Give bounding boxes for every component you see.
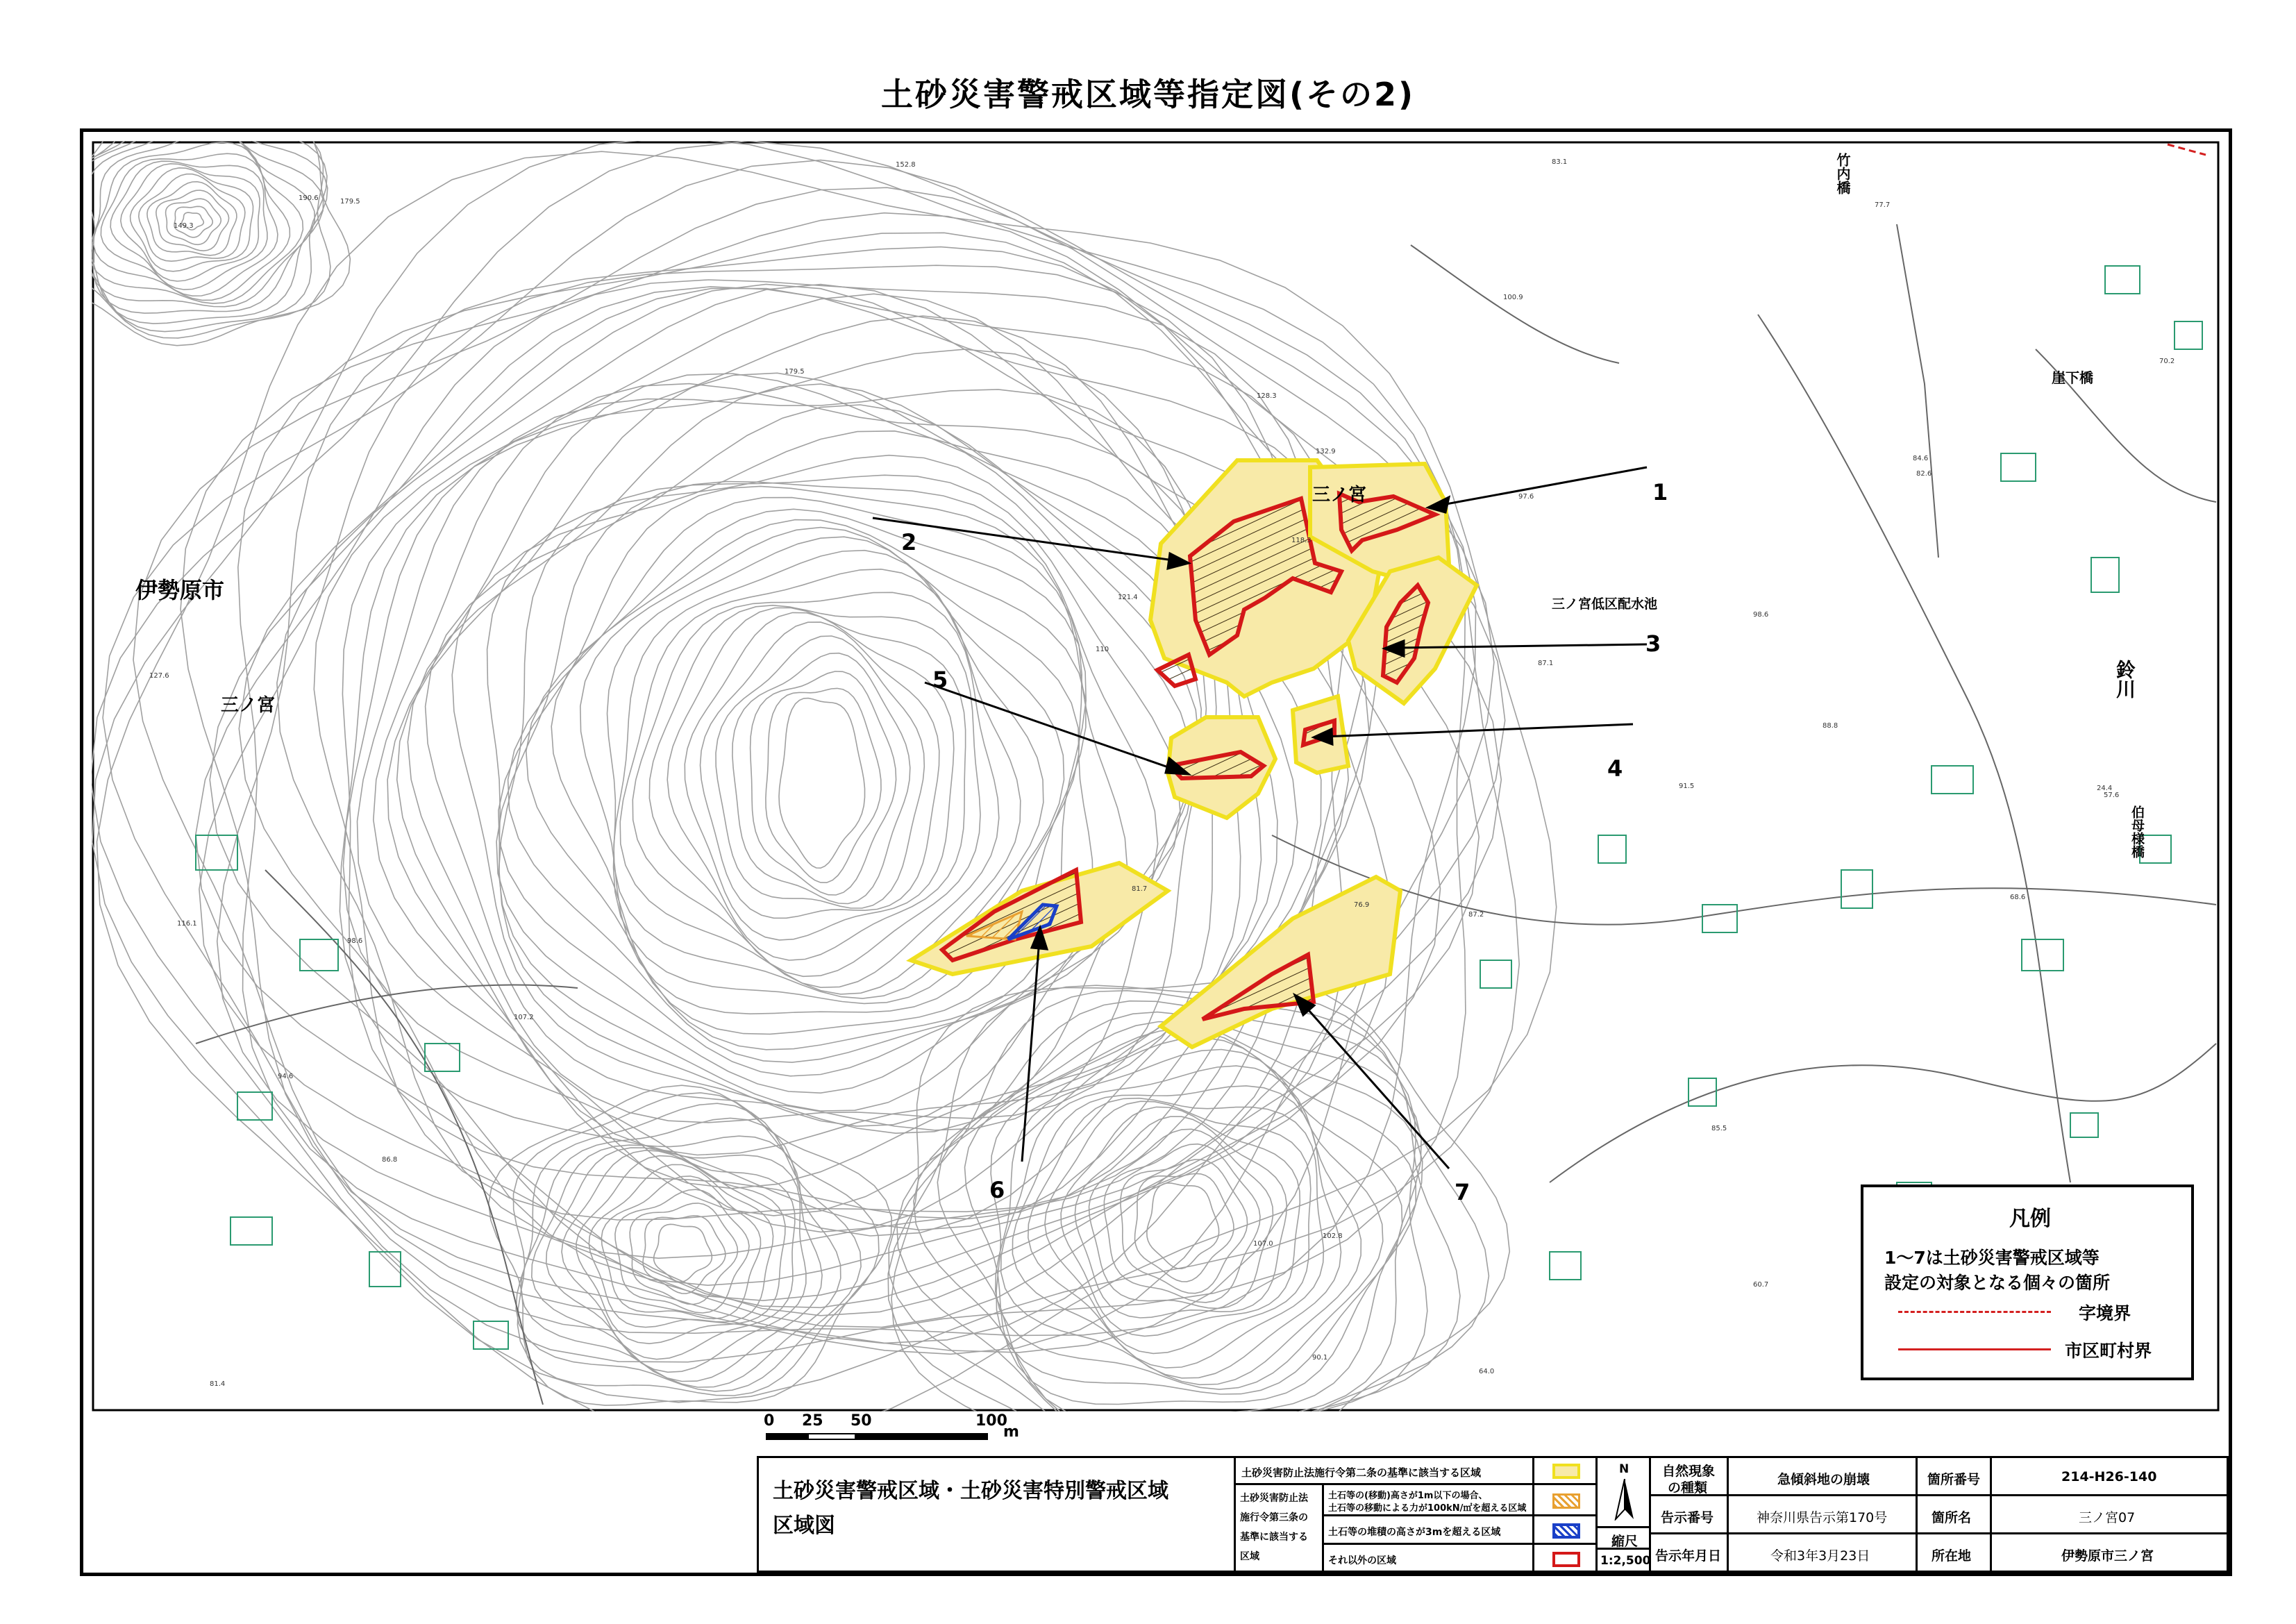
date-value: 令和3年3月23日 <box>1770 1548 1870 1564</box>
scale-label: 縮尺 <box>1611 1534 1639 1549</box>
phenomenon-label-cell <box>1649 1456 1729 1496</box>
spot-height: 82.6 <box>1916 470 1932 478</box>
label-suzukawa: 鈴川 <box>2113 660 2136 698</box>
notice-label: 告示番号 <box>1661 1510 1714 1525</box>
phenomenon-value-cell <box>1727 1456 1918 1496</box>
spot-height: 24.4 <box>2097 785 2113 792</box>
info-heading-1: 土砂災害警戒区域・土砂災害特別警戒区域 <box>773 1479 1168 1503</box>
spot-height: 121.4 <box>1118 594 1138 601</box>
info-table <box>757 1456 2229 1573</box>
spot-height: 86.8 <box>382 1156 398 1164</box>
callout-5: 5 <box>932 667 948 693</box>
tokubetsu-label-1: 土砂災害防止法 <box>1240 1493 1308 1504</box>
legend-city-line <box>1898 1348 2051 1350</box>
orange-swatch-cell <box>1532 1483 1598 1516</box>
label-reservoir: 三ノ宮低区配水池 <box>1552 596 1658 612</box>
spot-height: 190.6 <box>299 194 319 202</box>
date-label: 告示年月日 <box>1655 1548 1722 1564</box>
keikai-swatch <box>1552 1464 1580 1479</box>
site-no-value-cell <box>1990 1456 2229 1496</box>
keikai-row <box>1234 1456 1534 1485</box>
spot-height: 84.6 <box>1913 455 1929 462</box>
callout-7: 7 <box>1455 1179 1470 1205</box>
label-sannomiya-center: 三ノ宮 <box>1312 485 1367 505</box>
spot-height: 149.3 <box>174 222 194 230</box>
blue-swatch <box>1552 1523 1580 1539</box>
spot-height: 94.6 <box>278 1073 294 1080</box>
site-name-label: 箇所名 <box>1932 1510 1972 1525</box>
legend-city-label: 市区町村界 <box>2065 1341 2152 1361</box>
sub-row-2 <box>1322 1514 1534 1545</box>
spot-height: 77.7 <box>1875 201 1891 209</box>
sub-row-1a: 土石等の(移動)高さが1m以下の場合、 <box>1328 1491 1488 1501</box>
location-label: 所在地 <box>1932 1548 1972 1564</box>
spot-height: 64.0 <box>1479 1368 1495 1375</box>
date-value-cell <box>1727 1532 1918 1573</box>
location-value: 伊勢原市三ノ宮 <box>2061 1548 2154 1564</box>
spot-height: 97.6 <box>1518 493 1534 501</box>
info-heading-cell <box>757 1456 1236 1573</box>
label-takeuchi-bridge: 竹内橋 <box>1834 153 1851 194</box>
spot-height: 68.6 <box>2010 894 2026 901</box>
info-heading-2: 区域図 <box>773 1514 835 1538</box>
date-label-cell <box>1649 1532 1729 1573</box>
scale-tick-25: 25 <box>802 1412 823 1430</box>
legend-aza-label: 字境界 <box>2079 1303 2131 1323</box>
label-isehara-city: 伊勢原市 <box>135 577 225 603</box>
legend-description-2: 設定の対象となる個々の箇所 <box>1884 1273 2111 1293</box>
spot-height: 87.1 <box>1538 660 1554 667</box>
spot-height: 128.3 <box>1257 392 1277 400</box>
spot-height: 83.1 <box>1552 158 1568 166</box>
site-name-label-cell <box>1916 1494 1992 1534</box>
scale-tick-100: 100 <box>975 1412 1007 1430</box>
tokubetsu-label-2: 施行令第三条の <box>1240 1512 1308 1523</box>
spot-height: 81.7 <box>1132 885 1148 893</box>
spot-height: 116.1 <box>177 920 197 928</box>
notice-value-cell <box>1727 1494 1918 1534</box>
blue-swatch-cell <box>1532 1514 1598 1545</box>
legend-description-1: 1～7は土砂災害警戒区域等 <box>1884 1248 2100 1268</box>
spot-height: 110 <box>1096 646 1109 653</box>
north-arrow-icon <box>1614 1479 1635 1521</box>
spot-height: 102.8 <box>1323 1232 1343 1240</box>
site-name-value: 三ノ宮07 <box>2079 1510 2136 1525</box>
phenomenon-value: 急傾斜地の崩壊 <box>1777 1472 1870 1487</box>
spot-height: 87.2 <box>1468 911 1484 919</box>
label-gakeshita-bridge: 崖下橋 <box>2052 369 2093 386</box>
orange-swatch <box>1552 1493 1580 1509</box>
spot-height: 132.9 <box>1316 448 1336 455</box>
sub-row-1b: 土石等の移動による力が100kN/㎡を超える区域 <box>1328 1503 1527 1514</box>
spot-height: 91.5 <box>1679 782 1695 790</box>
site-no-value: 214-H26-140 <box>2061 1469 2157 1484</box>
callout-2: 2 <box>901 529 917 555</box>
scale-value: 1:2,500 <box>1600 1554 1651 1568</box>
spot-height: 179.5 <box>785 368 805 376</box>
legend-box <box>1861 1184 2194 1380</box>
sub-row-3-label: それ以外の区域 <box>1328 1555 1396 1566</box>
legend-heading: 凡例 <box>2009 1207 2051 1231</box>
spot-height: 90.1 <box>1312 1354 1328 1362</box>
red-swatch <box>1552 1552 1580 1567</box>
label-hakumokyo: 伯母様橋 <box>2129 805 2145 858</box>
spot-height: 81.4 <box>210 1380 226 1388</box>
keikai-row-label: 土砂災害防止法施行令第二条の基準に該当する区域 <box>1241 1466 1482 1479</box>
phenomenon-label-2: の種類 <box>1668 1480 1708 1496</box>
spot-height: 100.9 <box>1503 294 1523 301</box>
north-cell <box>1595 1456 1651 1528</box>
notice-label-cell <box>1649 1494 1729 1534</box>
phenomenon-label-1: 自然現象 <box>1662 1464 1716 1479</box>
sub-row-3 <box>1322 1543 1534 1573</box>
sub-row-1 <box>1322 1483 1534 1516</box>
tokubetsu-label-4: 区域 <box>1240 1551 1259 1562</box>
location-label-cell <box>1916 1532 1992 1573</box>
tokubetsu-label-cell <box>1234 1483 1324 1573</box>
scale-tick-0: 0 <box>764 1412 775 1430</box>
callout-3: 3 <box>1645 630 1661 657</box>
site-no-label: 箇所番号 <box>1927 1472 1981 1487</box>
spot-height: 76.9 <box>1354 901 1370 909</box>
spot-height: 57.6 <box>2104 792 2120 799</box>
callout-4: 4 <box>1607 755 1623 782</box>
keikai-swatch-cell <box>1532 1456 1598 1485</box>
spot-height: 118.3 <box>1291 537 1312 544</box>
tokubetsu-label-3: 基準に該当する <box>1240 1532 1308 1543</box>
spot-height: 85.5 <box>1711 1125 1727 1132</box>
spot-height: 60.7 <box>1753 1281 1769 1289</box>
page-title: 土砂災害警戒区域等指定図(その2) <box>880 76 1416 113</box>
sub-row-2-label: 土石等の堆積の高さが3mを超える区域 <box>1328 1527 1501 1538</box>
legend-aza-line <box>1898 1311 2051 1313</box>
spot-height: 107.0 <box>1253 1240 1273 1248</box>
notice-value: 神奈川県告示第170号 <box>1757 1510 1888 1525</box>
callout-1: 1 <box>1652 479 1668 505</box>
spot-height: 179.5 <box>340 198 360 206</box>
site-no-label-cell <box>1916 1456 1992 1496</box>
spot-height: 127.6 <box>149 672 169 680</box>
spot-height: 98.6 <box>1753 611 1769 619</box>
location-value-cell <box>1990 1532 2229 1573</box>
scale-label-cell <box>1595 1526 1651 1550</box>
red-swatch-cell <box>1532 1543 1598 1573</box>
spot-height: 98.6 <box>347 937 363 945</box>
spot-height: 70.2 <box>2159 358 2175 365</box>
spot-height: 88.8 <box>1822 722 1838 730</box>
scale-tick-50: 50 <box>850 1412 872 1430</box>
scale-unit: m <box>1003 1423 1019 1441</box>
label-sannomiya-left: 三ノ宮 <box>221 695 276 716</box>
north-label: N <box>1619 1462 1629 1476</box>
site-name-value-cell <box>1990 1494 2229 1534</box>
spot-height: 107.2 <box>514 1014 534 1021</box>
callout-6: 6 <box>989 1177 1005 1203</box>
scale-value-cell <box>1595 1548 1651 1573</box>
spot-height: 152.8 <box>896 161 916 169</box>
